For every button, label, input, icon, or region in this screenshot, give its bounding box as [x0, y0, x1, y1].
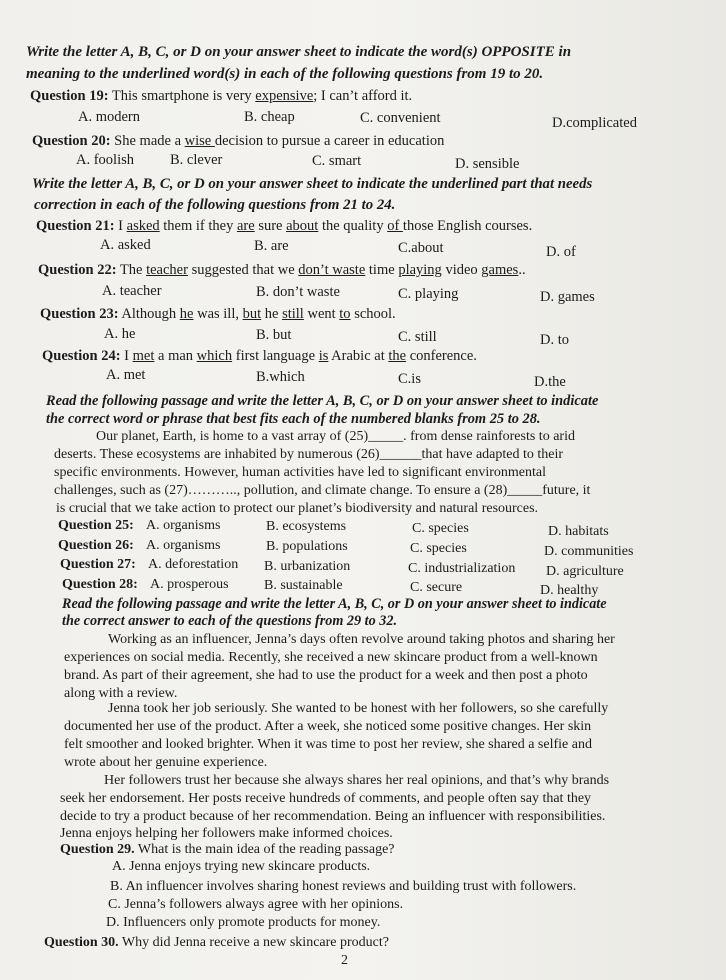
passage2-line: Jenna enjoys helping her followers make informed choices. — [60, 826, 393, 841]
question-label: Question 19: — [30, 88, 109, 104]
q21-option-a: A. asked — [100, 237, 151, 253]
q22-option-d: D. games — [540, 289, 595, 305]
section3-instruction-line1: Read the following passage and write the letter A, B, C, or D on your answer sheet to indicate — [46, 393, 599, 409]
question-23: Question 23: Although he was ill, but he still went to school. — [40, 306, 396, 322]
q21-option-c: C.about — [398, 240, 444, 256]
q27-option-b: B. urbanization — [264, 559, 351, 574]
q20-option-c: C. smart — [312, 153, 362, 169]
q29-option-b: B. An influencer involves sharing honest reviews and building trust with followers. — [110, 879, 577, 894]
passage2-line: documented her use of the product. After a week, she noticed some positive changes. Her skin — [64, 719, 592, 734]
passage1-line: specific environments. However, human activities have led to significant environmental — [54, 465, 547, 480]
q28-option-a: A. prosperous — [150, 577, 229, 592]
q27-label: Question 27: — [60, 557, 136, 572]
q25-option-b: B. ecosystems — [266, 519, 347, 534]
q26-label: Question 26: — [58, 538, 134, 553]
q26-option-a: A. organisms — [146, 538, 221, 553]
question-label: Question 20: — [32, 133, 111, 149]
q29-option-d: D. Influencers only promote products for money. — [106, 915, 381, 930]
passage2-line: felt smoother and looked brighter. When it was time to post her review, she shared a selfie and — [64, 737, 592, 752]
section2-instruction-line2: correction in each of the following questions from 21 to 24. — [34, 197, 396, 213]
q19-option-c: C. convenient — [360, 110, 441, 126]
q22-option-b: B. don’t waste — [256, 284, 340, 300]
q22-option-a: A. teacher — [102, 283, 162, 299]
q23-option-a: A. he — [104, 326, 136, 342]
section1-instruction-line2: meaning to the underlined word(s) in each of the following questions from 19 to 20. — [26, 66, 544, 82]
question-19: Question 19: This smartphone is very expensive; I can’t afford it. — [30, 88, 413, 104]
passage2-line: Her followers trust her because she always shares her real opinions, and that’s why brands — [104, 773, 610, 788]
q24-option-b: B.which — [256, 369, 305, 385]
passage1-line: Our planet, Earth, is home to a vast array of (25)_____. from dense rainforests to arid — [96, 429, 575, 444]
page-number: 2 — [341, 953, 348, 968]
q27-option-c: C. industrialization — [408, 561, 516, 576]
question-21: Question 21: I asked them if they are sure about the quality of those English courses. — [36, 218, 533, 234]
q23-option-c: C. still — [398, 329, 437, 345]
passage1-line: is crucial that we take action to protect our planet’s biodiversity and natural resources. — [56, 501, 539, 516]
q20-option-b: B. clever — [170, 152, 223, 168]
q28-option-d: D. healthy — [540, 583, 599, 598]
passage2-line: Jenna took her job seriously. She wanted to be honest with her followers, so she carefully — [108, 701, 609, 716]
q19-option-b: B. cheap — [244, 109, 295, 125]
q27-option-d: D. agriculture — [546, 564, 624, 579]
q21-option-d: D. of — [546, 244, 576, 260]
q20-option-a: A. foolish — [76, 152, 134, 168]
passage1-line: challenges, such as (27)……….., pollution, and climate change. To ensure a (28)_____future, it — [54, 483, 591, 498]
q27-option-a: A. deforestation — [148, 557, 239, 572]
section4-instruction-line2: the correct answer to each of the questions from 29 to 32. — [62, 613, 397, 629]
section3-instruction-line2: the correct word or phrase that best fits each of the numbered blanks from 25 to 28. — [46, 411, 541, 427]
q26-option-c: C. species — [410, 541, 467, 556]
q19-option-d: D.complicated — [552, 115, 637, 131]
q20-option-d: D. sensible — [455, 156, 520, 172]
q26-option-d: D. communities — [544, 544, 634, 559]
q28-option-b: B. sustainable — [264, 578, 343, 593]
question-29: Question 29. What is the main idea of the reading passage? — [60, 842, 395, 857]
section2-instruction-line1: Write the letter A, B, C, or D on your answer sheet to indicate the underlined part that needs — [32, 176, 593, 192]
passage2-line: brand. As part of their agreement, she had to use the product for a week and then post a photo — [64, 668, 588, 683]
question-20: Question 20: She made a wise decision to pursue a career in education — [32, 133, 445, 149]
q23-option-b: B. but — [256, 327, 292, 343]
q28-label: Question 28: — [62, 577, 138, 592]
passage1-line: deserts. These ecosystems are inhabited by numerous (26)______that have adapted to their — [54, 447, 564, 462]
q24-option-d: D.the — [534, 374, 566, 390]
underlined-word: expensive — [255, 88, 314, 104]
underlined-word: wise — [184, 133, 215, 149]
q24-option-a: A. met — [106, 367, 146, 383]
passage2-line: seek her endorsement. Her posts receive hundreds of comments, and people often say that they — [60, 791, 592, 806]
passage2-line: experiences on social media. Recently, she received a new skincare product from a well-known — [64, 650, 598, 665]
q22-option-c: C. playing — [398, 286, 459, 302]
q29-option-a: A. Jenna enjoys trying new skincare products. — [112, 859, 371, 874]
q25-option-d: D. habitats — [548, 524, 609, 539]
q19-option-a: A. modern — [78, 109, 141, 125]
q25-option-a: A. organisms — [146, 518, 221, 533]
question-24: Question 24: I met a man which first language is Arabic at the conference. — [42, 348, 477, 364]
q24-option-c: C.is — [398, 371, 421, 387]
q23-option-d: D. to — [540, 332, 569, 348]
q26-option-b: B. populations — [266, 539, 348, 554]
q28-option-c: C. secure — [410, 580, 463, 595]
passage2-line: along with a review. — [64, 686, 178, 701]
question-30: Question 30. Why did Jenna receive a new skincare product? — [44, 935, 389, 950]
q25-label: Question 25: — [58, 518, 134, 533]
section4-instruction-line1: Read the following passage and write the letter A, B, C, or D on your answer sheet to indicate — [62, 596, 607, 612]
passage2-line: wrote about her genuine experience. — [64, 755, 268, 770]
question-22: Question 22: The teacher suggested that we don’t waste time playing video games.. — [38, 262, 526, 278]
passage2-line: decide to try a product because of her recommendation. Being an influencer with responsibilities. — [60, 809, 606, 824]
passage2-line: Working as an influencer, Jenna’s days often revolve around taking photos and sharing her — [108, 632, 615, 647]
q29-option-c: C. Jenna’s followers always agree with her opinions. — [108, 897, 404, 912]
q21-option-b: B. are — [254, 238, 289, 254]
section1-instruction-line1: Write the letter A, B, C, or D on your answer sheet to indicate the word(s) OPPOSITE in — [26, 44, 572, 60]
q25-option-c: C. species — [412, 521, 469, 536]
